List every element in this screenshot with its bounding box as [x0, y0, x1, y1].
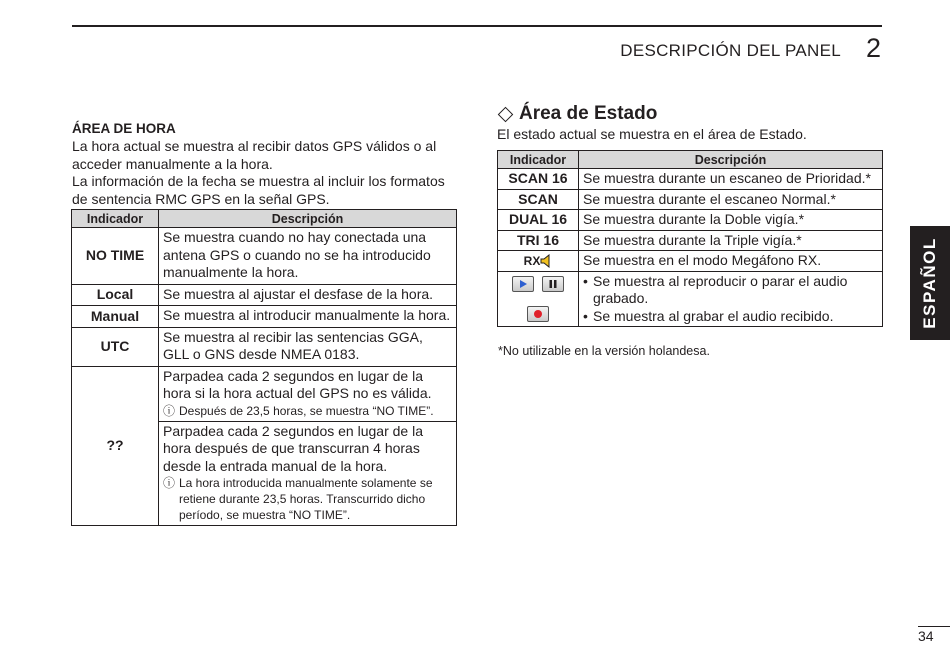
table-row	[72, 228, 457, 285]
table-row	[72, 366, 457, 421]
table-row	[72, 327, 457, 366]
chapter-number: 2	[866, 33, 882, 63]
indicator-cell: NO TIME	[72, 228, 159, 285]
description-cell	[579, 271, 883, 327]
column-header-description: Descripción	[159, 210, 457, 228]
estado-heading	[497, 103, 883, 125]
indicator-cell: TRI 16	[498, 230, 579, 251]
page-number-rule	[918, 626, 950, 627]
record-icon-wrap	[498, 304, 578, 322]
hora-heading: ÁREA DE HORA	[72, 121, 176, 136]
hora-paragraph-1: La hora actual se muestra al recibir datos GPS válidos o al acceder manualmente a la hora.	[72, 138, 437, 172]
description-text: Parpadea cada 2 segundos en lugar de la hora después de que transcurran 4 horas desde la entrada manual de la hora.	[163, 422, 423, 474]
note-text: Después de 23,5 horas, se muestra “NO TIME”.	[179, 403, 434, 418]
description-cell: Se muestra al introducir manualmente la hora.	[159, 306, 457, 328]
rx-megaphone-indicator	[524, 253, 553, 271]
language-tab	[910, 226, 950, 340]
table-row	[498, 189, 883, 210]
description-text: Parpadea cada 2 segundos en lugar de la hora si la hora actual del GPS no es válida.	[163, 367, 432, 401]
estado-title: Área de Estado	[519, 103, 658, 124]
indicator-cell: DUAL 16	[498, 210, 579, 231]
description-cell: Se muestra durante la Doble vigía.*	[579, 210, 883, 231]
play-icon	[512, 276, 534, 292]
header-rule	[72, 25, 882, 27]
estado-table	[497, 150, 883, 327]
description-cell	[159, 366, 457, 421]
hora-section	[72, 121, 458, 208]
table-row	[498, 210, 883, 231]
table-row	[72, 306, 457, 328]
description-cell: Se muestra en el modo Megáfono RX.	[579, 251, 883, 272]
hora-table	[71, 209, 457, 526]
description-cell: Se muestra cuando no hay conectada una antena GPS o cuando no se ha introducido manualmente la hora.	[159, 228, 457, 285]
description-cell: Se muestra al recibir las sentencias GGA, GLL o GNS desde NMEA 0183.	[159, 327, 457, 366]
record-icon	[527, 306, 549, 322]
column-header-description: Descripción	[579, 151, 883, 169]
table-row	[498, 169, 883, 190]
pause-icon	[542, 276, 564, 292]
table-row	[498, 271, 883, 327]
info-note	[163, 475, 452, 523]
diamond-bullet-icon	[498, 106, 514, 122]
table-row	[72, 284, 457, 306]
footnote: *No utilizable en la versión holandesa.	[498, 344, 710, 358]
indicator-cell: Manual	[72, 306, 159, 328]
info-icon: ⓘ	[163, 403, 176, 418]
table-row	[498, 230, 883, 251]
language-tab-label: ESPAÑOL	[920, 237, 939, 329]
description-cell: Se muestra durante el escaneo Normal.*	[579, 189, 883, 210]
column-header-indicator: Indicador	[498, 151, 579, 169]
column-header-indicator: Indicador	[72, 210, 159, 228]
estado-section	[497, 103, 883, 142]
indicator-cell: UTC	[72, 327, 159, 366]
estado-subtitle: El estado actual se muestra en el área de Estado.	[497, 126, 807, 142]
description-cell: Se muestra durante la Triple vigía.*	[579, 230, 883, 251]
bullet-item: • Se muestra al reproducir o parar el audio grabado.	[583, 273, 878, 308]
table-row	[498, 251, 883, 272]
indicator-cell: Local	[72, 284, 159, 306]
description-cell: Se muestra al ajustar el desfase de la hora.	[159, 284, 457, 306]
hora-paragraph-2: La información de la fecha se muestra al incluir los formatos de sentencia RMC GPS en la señal GPS.	[72, 173, 445, 207]
description-cell: Se muestra durante un escaneo de Prioridad.*	[579, 169, 883, 190]
bullet-text: Se muestra al reproducir o parar el audio grabado.	[593, 272, 848, 306]
info-note	[163, 403, 452, 419]
note-text: La hora introducida manualmente solamente se retiene durante 23,5 horas. Transcurrido dicho período, se muestra “NO TIME”.	[179, 476, 433, 522]
indicator-cell: SCAN	[498, 189, 579, 210]
indicator-cell: SCAN 16	[498, 169, 579, 190]
page-header-title: DESCRIPCIÓN DEL PANEL	[620, 41, 841, 60]
info-icon: ⓘ	[163, 476, 176, 490]
indicator-cell: ??	[72, 366, 159, 526]
indicator-cell	[498, 271, 579, 327]
speaker-icon	[540, 254, 552, 268]
page-number: 34	[918, 628, 934, 644]
bullet-text: Se muestra al grabar el audio recibido.	[593, 307, 834, 324]
playback-icons	[498, 275, 578, 293]
bullet-item: • Se muestra al grabar el audio recibido.	[583, 307, 834, 324]
rx-label: RX	[523, 253, 541, 268]
indicator-cell	[498, 251, 579, 272]
description-cell	[159, 421, 457, 526]
